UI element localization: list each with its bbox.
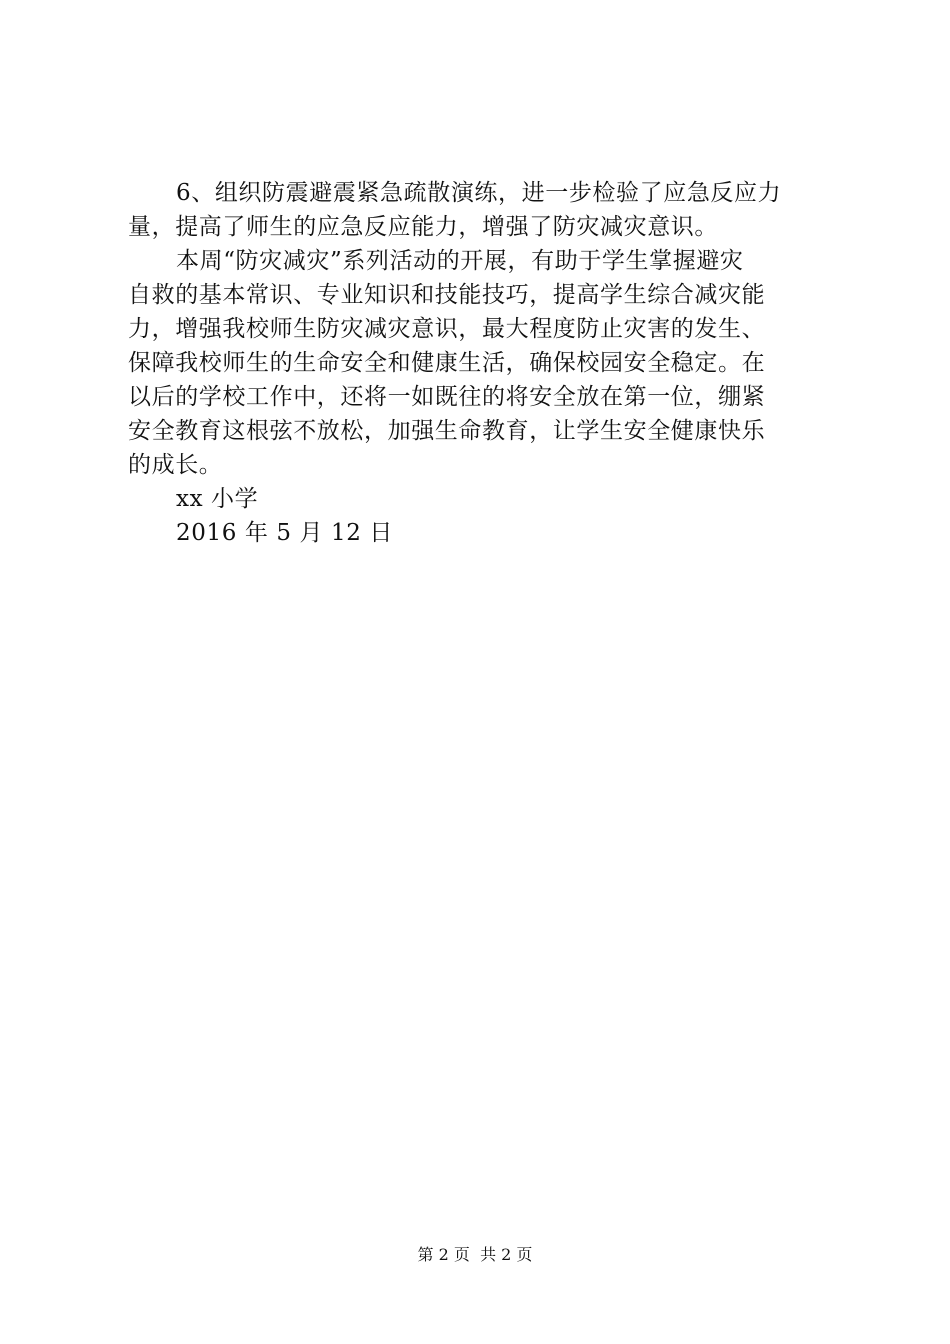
signature-date: 2016 年 5 月 12 日 xyxy=(176,520,393,546)
paragraph-line: 自救的基本常识、专业知识和技能技巧，提高学生综合减灾能 xyxy=(128,282,766,308)
paragraph-line: 力，增强我校师生防灾减灾意识，最大程度防止灾害的发生、 xyxy=(128,316,766,342)
paragraph-line: 的成长。 xyxy=(128,452,223,478)
paragraph-line: 本周“防灾减灾”系列活动的开展，有助于学生掌握避灾 xyxy=(176,248,744,274)
paragraph-line: 量，提高了师生的应急反应能力，增强了防灾减灾意识。 xyxy=(128,214,718,240)
paragraph-line: 安全教育这根弦不放松，加强生命教育，让学生安全健康快乐 xyxy=(128,418,766,444)
paragraph-line: 6、组织防震避震紧急疏散演练，进一步检验了应急反应力 xyxy=(176,180,782,206)
document-body xyxy=(128,176,832,550)
page-footer: 第 2 页 共 2 页 xyxy=(417,1245,533,1264)
paragraph-line: 以后的学校工作中，还将一如既往的将安全放在第一位，绷紧 xyxy=(128,384,766,410)
paragraph-line: 保障我校师生的生命安全和健康生活，确保校园安全稳定。在 xyxy=(128,350,766,376)
signature-school: xx 小学 xyxy=(176,486,259,512)
